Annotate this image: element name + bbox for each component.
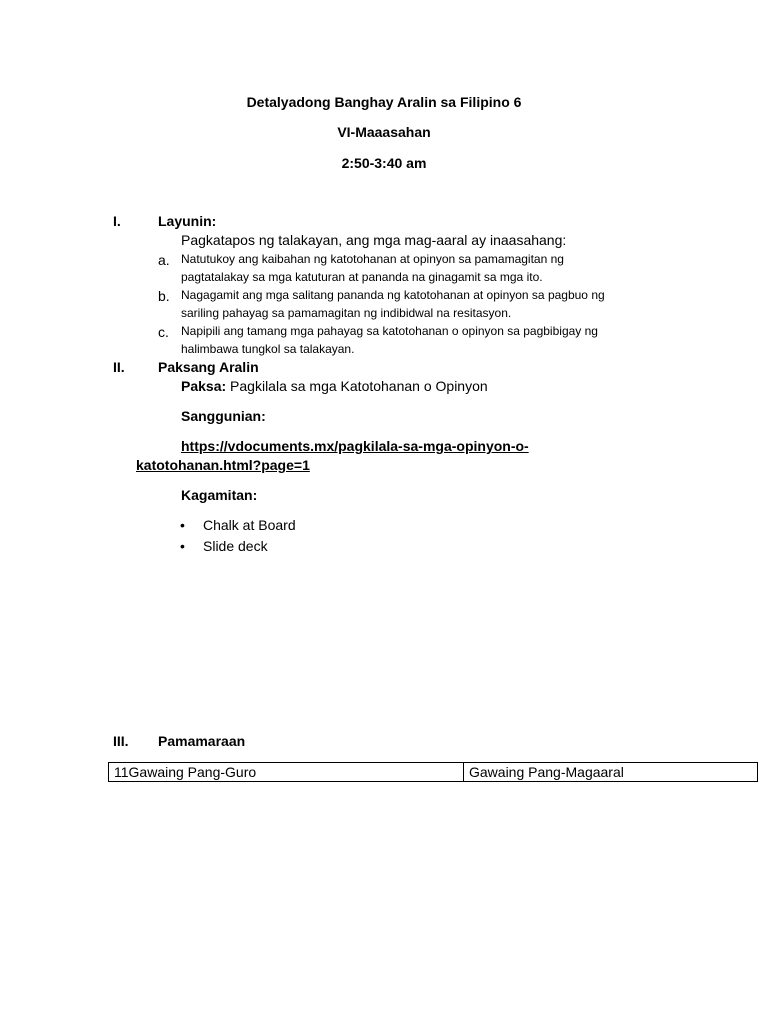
paksang-aralin-heading: Paksang Aralin [158,359,259,375]
paksa-label: Paksa: [181,378,227,394]
page-title: Detalyadong Banghay Aralin sa Filipino 6 [246,94,522,110]
procedure-table [108,762,758,782]
table-row [109,763,758,782]
objective-a-line2: pagtatalakay sa mga katuturan at pananda na ginagamit sa mga ito. [181,270,543,284]
teacher-activity-header: 11Gawaing Pang-Guro [109,763,464,782]
paksa-line [181,378,488,394]
objective-c-line2: halimbawa tungkol sa talakayan. [181,342,355,356]
reference-link-line1[interactable]: https://vdocuments.mx/pagkilala-sa-mga-opinyon-o- [181,438,529,454]
paksa-value: Pagkilala sa mga Katotohanan o Opinyon [226,378,488,394]
layunin-heading: Layunin: [158,213,217,229]
objective-b-line2: sariling pahayag sa pamamagitan ng indibidwal na resitasyon. [181,306,512,320]
objective-a-line1: Natutukoy ang kaibahan ng katotohanan at opinyon sa pamamagitan ng [181,252,564,266]
section-numeral-2: II. [113,359,125,375]
sanggunian-label: Sanggunian: [181,408,266,424]
section-numeral-1: I. [113,213,121,229]
objective-letter-a: a. [158,252,170,268]
section-name: VI-Maaasahan [337,124,431,140]
bullet-icon: • [180,538,185,554]
kagamitan-label: Kagamitan: [181,487,258,503]
objective-b-line1: Nagagamit ang mga salitang pananda ng katotohanan at opinyon sa pagbuo ng [181,288,605,302]
material-item: Chalk at Board [203,517,296,533]
layunin-intro: Pagkatapos ng talakayan, ang mga mag-aaral ay inaasahang: [181,232,567,248]
objective-letter-b: b. [158,288,170,304]
material-item: Slide deck [203,538,268,554]
reference-link-line2[interactable]: katotohanan.html?page=1 [136,457,310,473]
section-numeral-3: III. [113,733,129,749]
objective-letter-c: c. [158,324,169,340]
student-activity-header: Gawaing Pang-Magaaral [464,763,758,782]
pamamaraan-heading: Pamamaraan [158,733,246,749]
class-time: 2:50-3:40 am [341,155,427,171]
objective-c-line1: Napipili ang tamang mga pahayag sa katotohanan o opinyon sa pagbibigay ng [181,324,598,338]
bullet-icon: • [180,517,185,533]
